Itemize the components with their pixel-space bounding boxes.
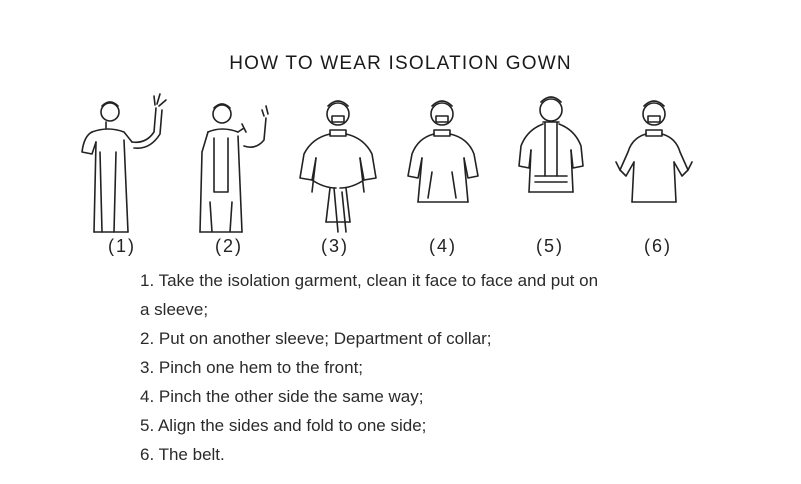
person-putting-on-first-sleeve-icon xyxy=(62,92,182,237)
figure-label-3: (3) xyxy=(321,236,349,256)
figure-label-2: (2) xyxy=(215,236,243,256)
person-folding-sides-icon xyxy=(505,92,625,237)
instruction-list xyxy=(140,266,740,469)
instruction-line: 6. The belt. xyxy=(140,445,225,464)
instruction-line: 3. Pinch one hem to the front; xyxy=(140,358,364,377)
instruction-line: a sleeve; xyxy=(140,300,209,319)
person-pinching-other-side-icon xyxy=(398,92,518,237)
person-tying-belt-icon xyxy=(612,92,732,237)
figure-label-5: (5) xyxy=(536,236,564,256)
illustration-row xyxy=(0,92,801,237)
figure-label-4: (4) xyxy=(429,236,457,256)
figure-label-1: (1) xyxy=(108,236,136,256)
instruction-line: 4. Pinch the other side the same way; xyxy=(140,387,424,406)
person-putting-on-second-sleeve-icon xyxy=(180,92,300,237)
diagram-title: HOW TO WEAR ISOLATION GOWN xyxy=(229,53,572,74)
step-number-labels xyxy=(0,236,801,260)
instruction-line: 2. Put on another sleeve; Department of collar; xyxy=(140,329,492,348)
instruction-line: 5. Align the sides and fold to one side; xyxy=(140,416,427,435)
figure-label-6: (6) xyxy=(644,236,672,256)
instruction-line: 1. Take the isolation garment, clean it face to face and put on xyxy=(140,271,599,290)
person-pinching-hem-icon xyxy=(290,92,410,237)
